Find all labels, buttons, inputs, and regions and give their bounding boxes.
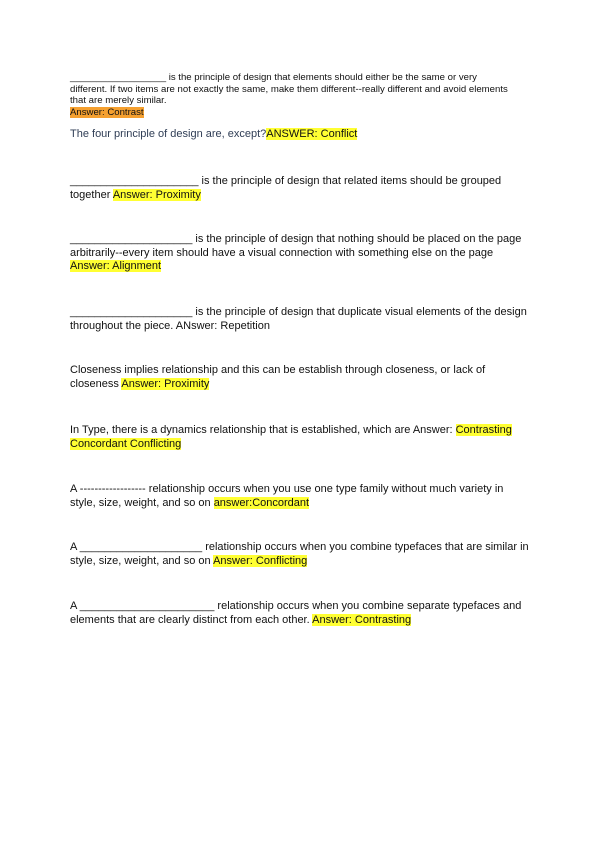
question-4-answer: Answer: Alignment xyxy=(70,260,162,272)
question-10-answer: Answer: Contrasting xyxy=(312,613,412,626)
question-7-text: In Type, there is a dynamics relationship that is established, which are Answer: xyxy=(70,424,456,436)
question-2-text: The four principle of design are, except? xyxy=(70,128,267,140)
question-3 xyxy=(70,175,530,202)
question-7 xyxy=(70,424,530,451)
question-4-text: ____________________ is the principle of design that nothing should be placed on the page arbitrarily--every item should have a visual connection with something else on the page xyxy=(70,233,522,259)
question-6 xyxy=(70,364,530,391)
question-10 xyxy=(70,600,530,627)
question-1-answer: Answer: Contrast xyxy=(70,106,144,118)
question-6-text: Closeness implies relationship and this can be establish through closeness, or lack of closeness xyxy=(70,364,486,390)
question-8 xyxy=(70,483,530,510)
question-1 xyxy=(70,72,515,118)
question-9 xyxy=(70,541,530,568)
question-8-text: A ------------------ relationship occurs when you use one type family without much variety in style, size, weight, and so on xyxy=(70,483,504,509)
question-2-answer: ANSWER: Conflict xyxy=(266,128,358,140)
question-7-answer: Contrasting Concordant Conflicting xyxy=(70,424,512,450)
question-5-text: ____________________ is the principle of design that duplicate visual elements of the design throughout the piece. ANswer: Repetition xyxy=(70,306,527,332)
question-2 xyxy=(70,128,530,142)
question-9-answer: Answer: Conflicting xyxy=(213,554,308,567)
question-8-answer: answer:Concordant xyxy=(213,496,310,509)
question-6-answer: Answer: Proximity xyxy=(121,377,210,390)
question-9-text: A ____________________ relationship occurs when you combine typefaces that are similar in style, size, weight, and so on xyxy=(70,541,529,567)
question-4 xyxy=(70,233,530,274)
question-3-text: _____________________ is the principle of design that related items should be grouped together xyxy=(70,175,502,201)
question-10-text: A ______________________ relationship occurs when you combine separate typefaces and elements that are clearly distinct from each other. xyxy=(70,600,522,626)
question-5 xyxy=(70,306,530,333)
question-3-answer: Answer: Proximity xyxy=(112,188,201,201)
question-1-text: __________________ is the principle of design that elements should either be the same or very different. If two items are not exactly the same, make them different--really different and avoid elements that are merely similar. xyxy=(70,72,508,106)
